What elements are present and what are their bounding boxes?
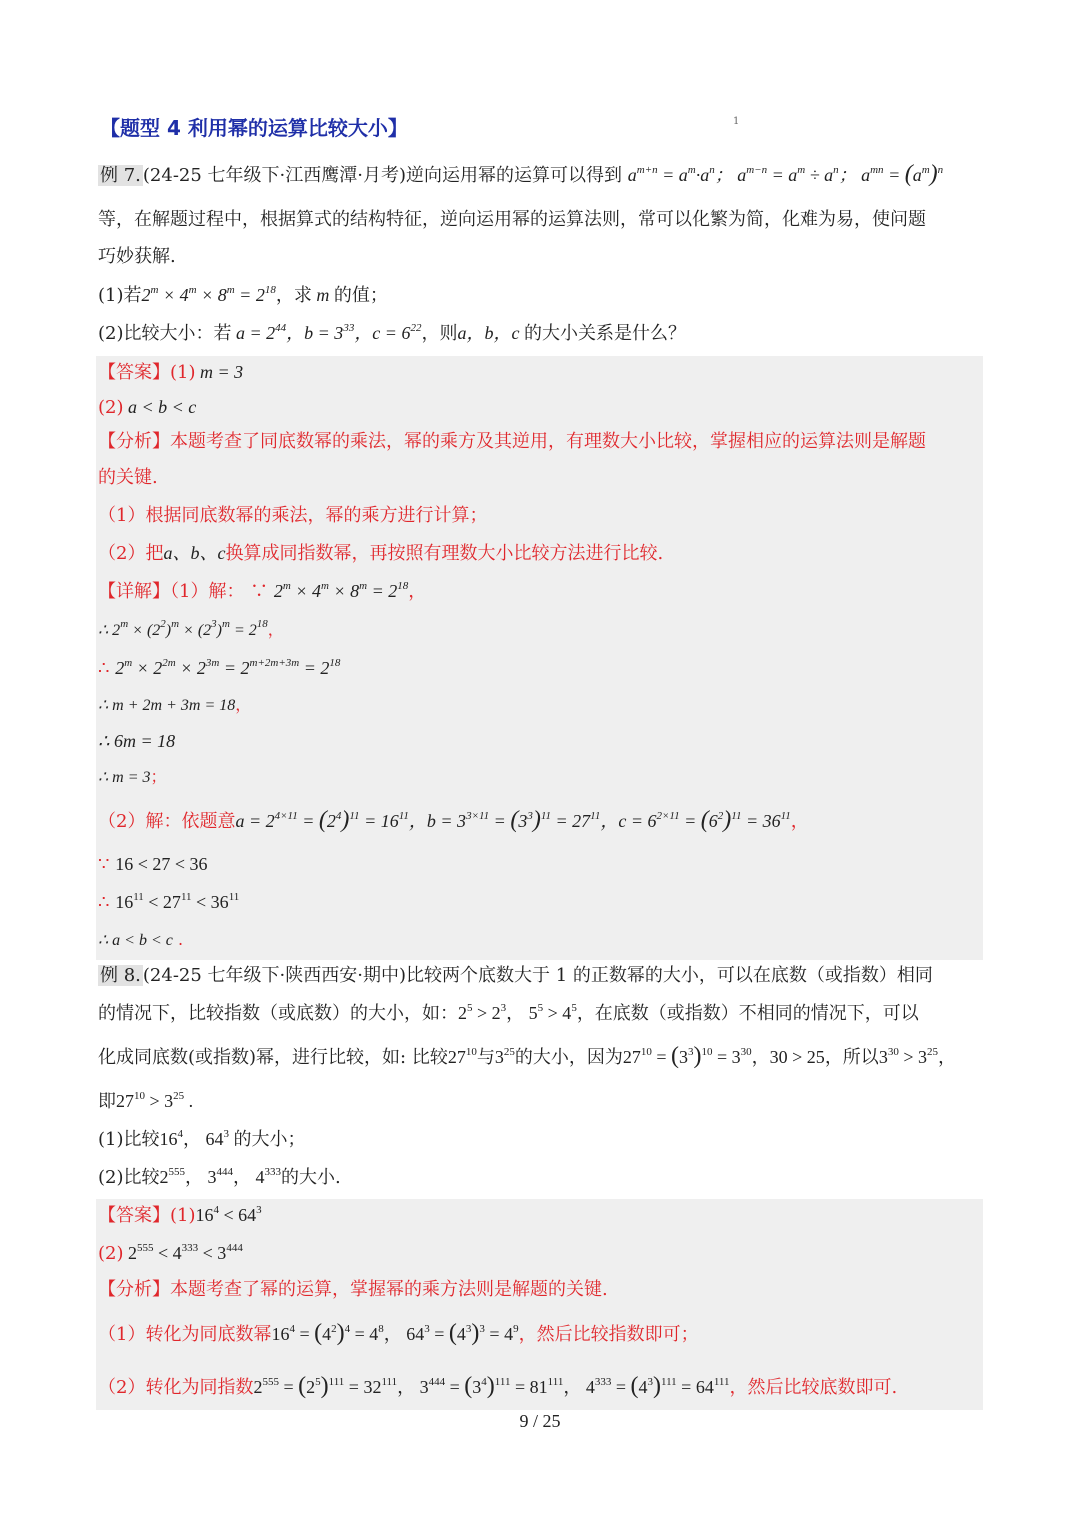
ex7-answer-1-label: (1): [170, 362, 196, 383]
ex7-semicolon: ；: [150, 767, 167, 786]
ex7-detail-10: ∴ a < b < c .: [98, 930, 184, 949]
ex7-detail-7: （2）解：依题意$a = 2^{4\times 11} = (2^4)^{11} = 16^{11}$，$b = 3^{3\times 11} = (3^3)^{11} = 27^{11}$，$c = 6^{2\times 11} = (6^2)^{11} = 36^{11}$，: [98, 807, 809, 833]
ex8-intro-3c: 的大小，因为: [514, 1047, 623, 1068]
ex7-answer-2: (2) a < b < c: [98, 397, 197, 418]
ex8-answer-2: (2) $2^{555} < 4^{333} < 3^{444}$: [98, 1242, 243, 1264]
ex7-step-2-a: （2）把: [98, 543, 164, 564]
ex8-line-3: 化成同底数(或指数)幂，进行比较，如: 比较$27^{10}$与$3^{25}$的大小，因为$27^{10} = (3^3)^{10} = 3^{30}$，30 > 25，所以$3^{30} > 3^{25}$，: [98, 1043, 956, 1069]
ex7-detail-tag: 【详解】: [98, 581, 170, 602]
ex7-detail-1: 【详解】（1）解： ∵ $2^m \times 4^m \times 8^m = 2^{18}$，: [98, 580, 427, 602]
ex8-q1-end: 的大小；: [233, 1129, 306, 1150]
ex7-formula-1: $a^{m+n} = a^m\cdot a^n$； $a^{m-n} = a^m \div a^n$； $a^{mn} = (a^m)^n$: [627, 161, 944, 187]
ex7-answer-2-label: (2): [98, 397, 124, 418]
ex7-q1-end: 的值；: [333, 285, 388, 306]
ex7-step-2: （2）把a、b、c换算成同指数幂，再按照有理数大小比较方法进行比较.: [98, 543, 664, 564]
ex8-intro-1: 比较两个底数大于 1 的正数幂的大小，可以在底数（或指数）相同: [406, 965, 933, 986]
ex8-intro-3b: 与: [476, 1047, 495, 1068]
ex7-label: 例 7.: [100, 165, 141, 186]
ex8-step-2: （2）转化为同指数$2^{555} = (2^5)^{111} = 32^{111}$， $3^{444} = (3^4)^{111} = 81^{111}$， $4^{333} = (4^3)^{111} = 64^{111}$，然后比较底数即可.: [98, 1373, 898, 1399]
ex7-analysis-text: 本题考查了同底数幂的乘法，幂的乘方及其逆用，有理数大小比较，掌握相应的运算法则是解题: [170, 431, 926, 452]
ex7-line-2: 等，在解题过程中，根据算式的结构特征，逆向运用幂的运算法则，常可以化繁为简，化难为易，使问题: [98, 209, 926, 230]
ex8-intro-2b: ，在底数（或指数）不相同的情况下，可以: [576, 1003, 919, 1024]
ex7-step-1: （1）根据同底数幂的乘法，幂的乘方进行计算；: [98, 505, 488, 526]
ex7-analysis-2: 的关键.: [98, 467, 158, 488]
section-title: 【题型 4 利用幂的运算比较大小】: [100, 116, 408, 140]
ex7-detail-2: ∴ $2^m \times (2^2)^m \times (2^3)^m = 2^{18}$，: [98, 618, 284, 639]
ex8-intro-2a: 的情况下，比较指数（或底数）的大小，如：: [98, 1003, 458, 1024]
ex7-question-1: (1)若$2^m \times 4^m \times 8^m = 2^{18}$，求 m 的值；: [98, 284, 388, 306]
ex8-q1-prefix: (1)比较: [98, 1129, 160, 1150]
ex8-step-1-b: ，然后比较指数即可；: [518, 1324, 699, 1345]
ex7-detail-3: ∴ $2^m \times 2^{2m} \times 2^{3m} = 2^{m+2m+3m} = 2^{18}$: [98, 657, 341, 679]
ex7-intro-1: 逆向运用幂的运算可以得到: [406, 165, 623, 186]
ex8-step-1-a: （1）转化为同底数幂: [98, 1324, 272, 1345]
ex8-question-1: (1)比较$16^4$， $64^3$ 的大小；: [98, 1128, 306, 1150]
ex7-q2-tail: 的大小关系是什么？: [523, 323, 686, 344]
ex7-question-2: (2)比较大小：若 $a = 2^{44}$，$b = 3^{33}$，$c = 6^{22}$，则a，b，c 的大小关系是什么？: [98, 322, 686, 344]
ex8-intro-4: 即: [98, 1091, 116, 1112]
ex8-q2-prefix: (2)比较: [98, 1167, 160, 1188]
ex8-step-2-b: ，然后比较底数即可.: [729, 1377, 898, 1398]
ex8-intro-3d: ，所以: [824, 1047, 879, 1068]
ex7-answer-1: 【答案】(1) m = 3: [98, 362, 244, 383]
ex8-question-2: (2)比较$2^{555}$， $3^{444}$， $4^{333}$的大小.: [98, 1166, 341, 1188]
ex8-intro-3a: 化成同底数(或指数)幂，进行比较，如: 比较: [98, 1047, 448, 1068]
page-number: 9 / 25: [519, 1411, 561, 1431]
ex7-q1-suffix: ，求: [275, 285, 312, 306]
ex7-step-2-b: 换算成同指数幂，再按照有理数大小比较方法进行比较.: [225, 543, 664, 564]
ex7-q2-prefix: (2)比较大小：若: [98, 323, 232, 344]
ex8-step-2-a: （2）转化为同指数: [98, 1377, 254, 1398]
ex7-line-1: [98, 161, 984, 189]
ex7-source: (24-25 七年级下·江西鹰潭·月考): [142, 165, 407, 186]
ex7-analysis-tag: 【分析】: [98, 431, 170, 452]
ex8-answer-tag: 【答案】: [98, 1205, 170, 1226]
ex7-answer-tag: 【答案】: [98, 362, 170, 383]
ex8-q2-end: 的大小.: [281, 1167, 341, 1188]
ex8-answer-1: 【答案】$(1)16^4 < 64^3$: [98, 1204, 262, 1226]
ex7-analysis: [98, 429, 984, 455]
ex7-detail-9: ∴ $16^{11} < 27^{11} < 36^{11}$: [98, 891, 240, 913]
ex8-source: (24-25 七年级下·陕西西安·期中): [142, 965, 407, 986]
ex8-line-2: 的情况下，比较指数（或底数）的大小，如：$2^5 > 2^3$， $5^5 > 4^5$，在底数（或指数）不相同的情况下，可以: [98, 1002, 919, 1024]
ex7-line-3: 巧妙获解.: [98, 246, 176, 267]
ex8-analysis: [98, 1277, 984, 1303]
ex8-line-4: 即$27^{10} > 3^{25}$ .: [98, 1090, 194, 1112]
ex7-q1-prefix: (1)若: [98, 285, 142, 306]
ex7-q2-end: ，则: [421, 323, 458, 344]
ex8-line-1: [98, 963, 984, 989]
ex7-detail-5: ∴ 6m = 18: [98, 731, 176, 751]
ex8-step-1: （1）转化为同底数幂$16^4 = (4^2)^4 = 4^8$， $64^3 = (4^3)^3 = 4^9$，然后比较指数即可；: [98, 1320, 699, 1346]
ex7-detail-6: ∴ m = 3；: [98, 767, 167, 786]
ex8-analysis-tag: 【分析】: [98, 1279, 170, 1300]
ex8-analysis-text: 本题考查了幂的运算，掌握幂的乘方法则是解题的关键.: [170, 1279, 608, 1300]
ex8-label: 例 8.: [100, 965, 141, 986]
corner-mark: 1: [733, 116, 740, 127]
ex7-detail-4: ∴ m + 2m + 3m = 18，: [98, 695, 252, 714]
ex7-detail-8: ∵ 16 < 27 < 36: [98, 854, 208, 875]
ex7-detail-2-label: （2）解：依题意: [98, 811, 236, 832]
ex7-detail-1-label: （1）解：: [170, 581, 245, 602]
